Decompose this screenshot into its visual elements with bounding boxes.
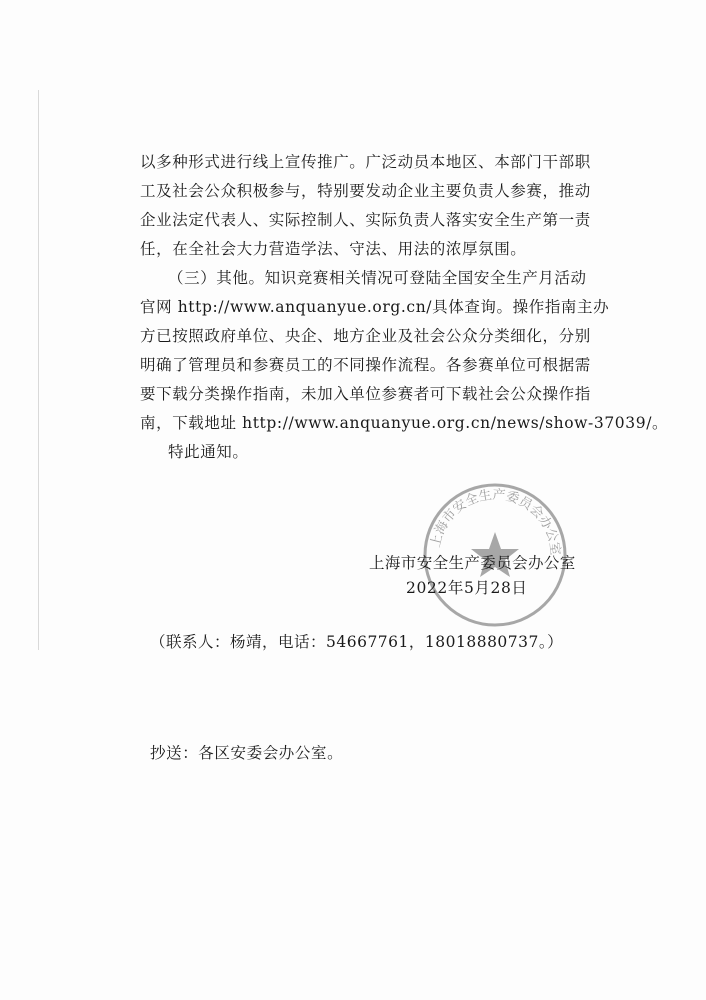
body-line-4: 任，在全社会大力营造学法、守法、用法的浓厚氛围。 — [140, 240, 527, 258]
issue-date: 2022年5月28日 — [406, 579, 528, 597]
body-line-7: 方已按照政府单位、央企、地方企业及社会公众分类细化，分别 — [140, 327, 591, 345]
scan-edge-line — [38, 90, 39, 650]
seal-ring-text: 上海市安全生产委员会办公室 — [428, 487, 563, 557]
closing-notice: 特此通知。 — [168, 443, 249, 461]
body-line-3: 企业法定代表人、实际控制人、实际负责人落实安全生产第一责 — [140, 211, 591, 229]
body-line-9: 要下载分类操作指南，未加入单位参赛者可下载社会公众操作指 — [140, 385, 591, 403]
section-heading-other: （三）其他。知识竞赛相关情况可登陆全国安全生产月活动 — [168, 269, 587, 287]
cc-recipients: 抄送：各区安委会办公室。 — [150, 744, 344, 762]
issuing-organization: 上海市安全生产委员会办公室 — [369, 554, 576, 572]
contact-info: （联系人：杨靖，电话：54667761，18018880737。） — [150, 633, 564, 651]
body-line-official-site: 官网 http://www.anquanyue.org.cn/具体查询。操作指南主办 — [140, 298, 610, 316]
body-line-2: 工及社会公众积极参与，特别要发动企业主要负责人参赛，推动 — [140, 182, 591, 200]
body-line-8: 明确了管理员和参赛员工的不同操作流程。各参赛单位可根据需 — [140, 356, 591, 374]
body-line-1: 以多种形式进行线上宣传推广。广泛动员本地区、本部门干部职 — [140, 153, 591, 171]
body-line-download-link: 南，下载地址 http://www.anquanyue.org.cn/news/show-37039/。 — [140, 414, 669, 432]
